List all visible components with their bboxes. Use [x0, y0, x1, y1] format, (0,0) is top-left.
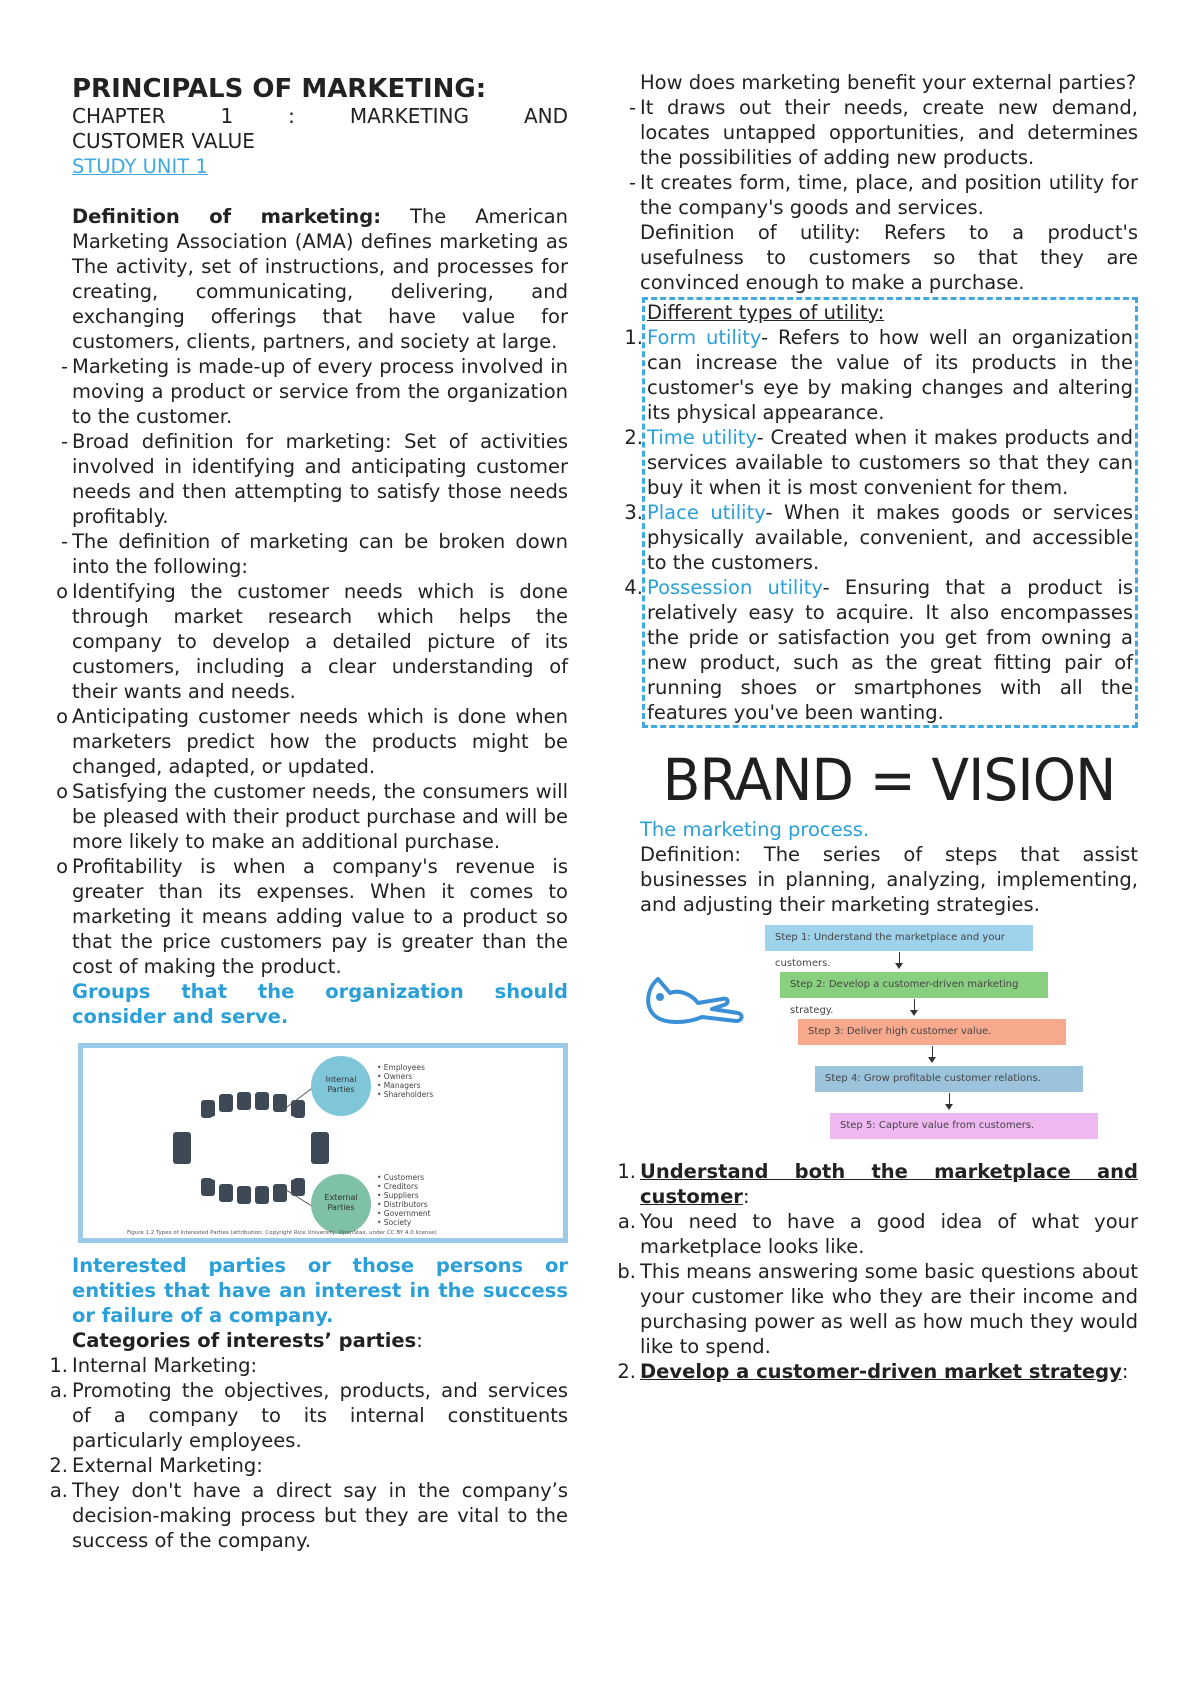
process-item-title: Develop a customer-driven market strategy	[640, 1360, 1122, 1383]
process-item-desc: This means answering some basic questions about your customer like who they are their income and purchasing power as well as how much they would like to spend.	[640, 1260, 1138, 1358]
process-definition: Definition: The series of steps that assist businesses in planning, analyzing, implementing, and adjusting their marketing strategies.	[640, 843, 1138, 916]
lettered-item: a. They don't have a direct say in the company’s decision-making process but they are vital to the success of the company.	[49, 1479, 568, 1552]
bullet-text: The definition of marketing can be broken down into the following:	[72, 530, 568, 578]
process-step: Step 5: Capture value from customers.	[830, 1113, 1098, 1139]
utility-types-heading: Different types of utility:	[647, 301, 885, 324]
marketing-process-diagram	[640, 925, 1138, 1145]
figure-illustration	[83, 1048, 563, 1238]
process-step: Step 2: Develop a customer-driven marketing strategy.	[780, 972, 1048, 998]
pointing-hand-icon	[640, 959, 750, 1049]
internal-parties-list	[377, 1063, 433, 1099]
step-arrowhead-icon	[945, 1104, 953, 1110]
left-column	[49, 70, 568, 1553]
process-step: Step 3: Deliver high customer value.	[798, 1019, 1066, 1045]
category-external-desc: They don't have a direct say in the company’s decision-making process but they are vital to the success of the company.	[72, 1479, 568, 1552]
lettered-item: a. You need to have a good idea of what your marketplace looks like.	[617, 1210, 1138, 1258]
step-arrowhead-icon	[928, 1057, 936, 1063]
internal-parties-label: Internal Parties	[325, 1075, 357, 1094]
utility-text: - Refers to how well an organization can increase the value of its products in the customer's eye by making changes and altering its physical appearance.	[647, 326, 1133, 424]
study-unit-link[interactable]: STUDY UNIT 1	[72, 155, 208, 178]
sub-bullet-text: Profitability is when a company's revenue is greater than its expenses. When it comes to marketing it means adding value to a product so that the price customers pay is greater than the cost of making the product.	[72, 855, 568, 978]
process-item-colon: :	[1121, 1360, 1129, 1383]
sub-bullet-item: o Identifying the customer needs which is done through market research which helps the company to develop a detailed picture of its customers, including a clear understanding of their wants and needs.	[56, 580, 568, 703]
utility-name: Place utility	[647, 501, 766, 524]
chapter-title-cont: CUSTOMER VALUE	[72, 129, 255, 153]
bullet-text: Broad definition for marketing: Set of activities involved in identifying and anticipating customer needs and then attempting to satisfy those needs profitably.	[72, 430, 568, 528]
bullet-item: - Broad definition for marketing: Set of activities involved in identifying and anticipating customer needs and then attempting to satisfy those needs profitably.	[60, 430, 568, 528]
figure-list-item: • Distributors	[377, 1200, 428, 1209]
external-parties-list	[377, 1173, 431, 1227]
utility-definition: Definition of utility: Refers to a product's usefulness to customers so that they are convinced enough to make a purchase.	[640, 221, 1138, 294]
sub-bullet-text: Identifying the customer needs which is done through market research which helps the company to develop a detailed picture of its customers, including a clear understanding of their wants and needs.	[72, 580, 568, 703]
categories-label: Categories of interests’ parties	[72, 1329, 417, 1352]
bullet-text: It draws out their needs, create new demand, locates untapped opportunities, and determines the possibilities of adding new products.	[640, 96, 1138, 169]
numbered-item: 2. External Marketing:	[49, 1454, 263, 1477]
utility-types-box	[624, 297, 1138, 728]
step-arrowhead-icon	[910, 1010, 918, 1016]
utility-item: 2. Time utility- Created when it makes products and services available to customers so that they can buy it when it is most convenient for them.	[624, 426, 1133, 499]
interested-parties-figure	[78, 1043, 568, 1243]
sub-bullet-text: Satisfying the customer needs, the consumers will be pleased with their product purchase and will be more likely to make an additional purchase.	[72, 780, 568, 853]
utility-item: 3. Place utility- When it makes goods or services physically available, convenient, and accessible to the customers.	[624, 501, 1133, 574]
utility-name: Time utility	[647, 426, 757, 449]
bullet-item: - It creates form, time, place, and position utility for the company's goods and services.	[628, 171, 1138, 219]
figure-list-item: • Owners	[377, 1072, 413, 1081]
category-internal-desc: Promoting the objectives, products, and services of a company to its internal constituents particularly employees.	[72, 1379, 568, 1452]
document-title: PRINCIPALS OF MARKETING:	[72, 74, 487, 104]
figure-list-item: • Suppliers	[377, 1191, 419, 1200]
utility-item: 1. Form utility- Refers to how well an organization can increase the value of its products in the customer's eye by making changes and altering its physical appearance.	[624, 326, 1133, 424]
figure-list-item: • Government	[377, 1209, 431, 1218]
process-step: Step 4: Grow profitable customer relations.	[815, 1066, 1083, 1092]
sub-bullet-text: Anticipating customer needs which is done when marketers predict how the products might be changed, adapted, or updated.	[72, 705, 568, 778]
process-step: Step 1: Understand the marketplace and your customers.	[765, 925, 1033, 951]
utility-text: - Ensuring that a product is relatively easy to acquire. It also encompasses the pride or satisfaction you get from owning a new product, such as the great fitting pair of running shoes or smartphones with all the features you've been wanting.	[647, 576, 1133, 724]
figure-caption: Figure 1.2 Types of Interested Parties (attribution: Copyright Rice University, OpenStax, under CC BY 4.0 license)	[127, 1230, 437, 1236]
figure-list-item: • Customers	[377, 1173, 425, 1182]
definition-text: The American Marketing Association (AMA) defines marketing as The activity, set of instructions, and processes for creating, communicating, delivering, and exchanging offerings that have value for customers, clients, partners, and society at large.	[72, 205, 568, 353]
benefit-question: How does marketing benefit your external parties?	[640, 71, 1137, 94]
category-internal: Internal Marketing:	[72, 1354, 258, 1377]
bullet-item: - It draws out their needs, create new demand, locates untapped opportunities, and determines the possibilities of adding new products.	[628, 96, 1138, 169]
categories-colon: :	[416, 1329, 423, 1352]
process-item-desc: You need to have a good idea of what your marketplace looks like.	[640, 1210, 1138, 1258]
interested-parties-heading: Interested parties or those persons or entities that have an interest in the success or failure of a company.	[72, 1254, 568, 1327]
process-item-colon: :	[742, 1185, 750, 1208]
bullet-item: - Marketing is made-up of every process involved in moving a product or service from the organization to the customer.	[60, 355, 568, 428]
figure-list-item: • Shareholders	[377, 1090, 434, 1099]
figure-list-item: • Managers	[377, 1081, 421, 1090]
process-item: 1. Understand both the marketplace and customer:	[617, 1160, 1138, 1208]
figure-list-item: • Creditors	[377, 1182, 418, 1191]
groups-heading: Groups that the organization should consider and serve.	[72, 980, 568, 1028]
definition-paragraph	[72, 204, 568, 354]
brand-vision-banner: BRAND = VISION	[662, 746, 1116, 814]
utility-name: Possession utility	[647, 576, 823, 599]
sub-bullet-item: o Anticipating customer needs which is done when marketers predict how the products might be changed, adapted, or updated.	[56, 705, 568, 778]
categories-heading	[72, 1328, 568, 1353]
utility-name: Form utility	[647, 326, 762, 349]
figure-list-item: • Employees	[377, 1063, 425, 1072]
category-external: External Marketing:	[72, 1454, 263, 1477]
bullet-text: It creates form, time, place, and position utility for the company's goods and services.	[640, 171, 1138, 219]
utility-text: - When it makes goods or services physically available, convenient, and accessible to the customers.	[647, 501, 1133, 574]
bullet-text: Marketing is made-up of every process involved in moving a product or service from the organization to the customer.	[72, 355, 568, 428]
process-heading: The marketing process.	[640, 818, 870, 841]
external-parties-label: External Parties	[324, 1193, 358, 1212]
step-arrowhead-icon	[895, 963, 903, 969]
process-item: 2. Develop a customer-driven market strategy:	[617, 1360, 1129, 1383]
figure-list-item: • Society	[377, 1218, 412, 1227]
chapter-title: CHAPTER 1 : MARKETING AND	[72, 104, 568, 128]
sub-bullet-item: o Profitability is when a company's revenue is greater than its expenses. When it comes to marketing it means adding value to a product so that the price customers pay is greater than the cost of making the product.	[56, 855, 568, 978]
numbered-item: 1. Internal Marketing:	[49, 1354, 258, 1377]
sub-bullet-item: o Satisfying the customer needs, the consumers will be pleased with their product purchase and will be more likely to make an additional purchase.	[56, 780, 568, 853]
utility-item: 4. Possession utility- Ensuring that a product is relatively easy to acquire. It also encompasses the pride or satisfaction you get from owning a new product, such as the great fitting pair of running shoes or smartphones with all the features you've been wanting.	[624, 576, 1133, 724]
definition-label: Definition of marketing:	[72, 205, 382, 228]
utility-text: - Created when it makes products and services available to customers so that they can buy it when it is most convenient for them.	[647, 426, 1133, 499]
bullet-item: - The definition of marketing can be broken down into the following:	[60, 530, 568, 578]
process-item-title: Understand both the marketplace and customer	[640, 1160, 1138, 1208]
lettered-item: b. This means answering some basic questions about your customer like who they are their income and purchasing power as well as how much they would like to spend.	[617, 1260, 1138, 1358]
lettered-item: a. Promoting the objectives, products, and services of a company to its internal constituents particularly employees.	[49, 1379, 568, 1452]
right-column	[617, 70, 1138, 1384]
